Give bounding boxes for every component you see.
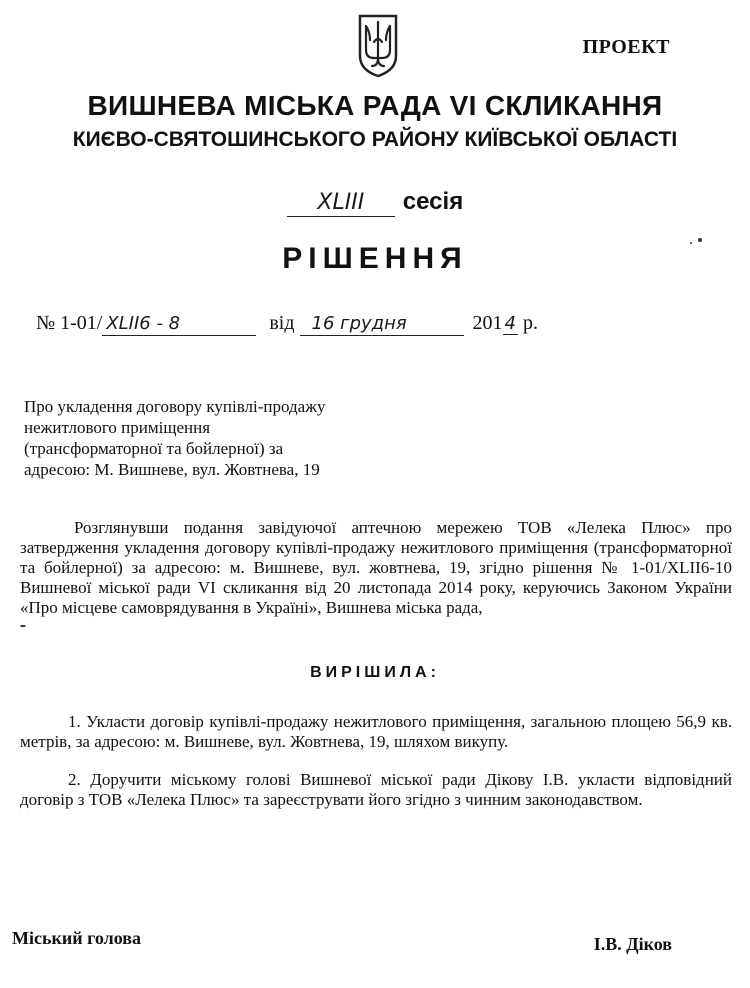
number-prefix: № 1-01/ (36, 312, 103, 334)
document-type: РІШЕННЯ (282, 242, 468, 275)
resolution-item-2: 2. Доручити міському голові Вишневої міської ради Дікову І.В. укласти відповідний договір з ТОВ «Лелека Плюс» та зареєструвати його згідно з чинним законодавством. (20, 770, 732, 809)
session-line (0, 188, 750, 217)
from-label: від (269, 312, 295, 334)
trident-coat-of-arms-icon (356, 12, 400, 78)
decision-date: 16 грудня (300, 313, 464, 336)
subject-line: нежитлового приміщення (24, 418, 211, 437)
scan-speck (698, 238, 702, 242)
signature-name: І.В. Діков (593, 934, 672, 954)
council-title: ВИШНЕВА МІСЬКА РАДА VI СКЛИКАННЯ (87, 90, 663, 121)
resolution-item-1: 1. Укласти договір купівлі-продажу нежитлового приміщення, загальною площею 56,9 кв. метрів, за адресою: м. Вишневе, вул. Жовтнева, 19, шляхом викупу. (20, 712, 732, 751)
preamble-paragraph: Розглянувши подання завідуючої аптечною мережею ТОВ «Лелека Плюс» про затвердження укладення договору купівлі-продажу нежитлового приміщення (трансформаторної та бойлерної) за адресою: м. Вишневе, вул. жовтнева, 19, згідно рішення № 1-01/XLII6-10 Вишневої міської ради VI скликання від 20 листопада 2014 року, керуючись Законом України «Про місцеве самоврядування в Україні», Вишнева міська рада, (20, 518, 732, 617)
draft-mark: ПРОЕКТ (582, 36, 670, 58)
decision-subject (24, 396, 364, 480)
decision-number: XLII6 - 8 (102, 313, 256, 336)
resolved-heading: ВИРІШИЛА: (310, 664, 440, 681)
session-number: XLIII (287, 190, 395, 217)
year-digit: 4 (504, 313, 516, 334)
signature-position: Міський голова (12, 928, 141, 948)
subject-line: адресою: М. Вишневе, вул. Жовтнева, 19 (24, 460, 320, 479)
year-prefix: 201 (472, 312, 503, 334)
session-label: сесія (402, 188, 464, 215)
scan-speck (20, 625, 26, 627)
subject-line: (трансформаторної та бойлерної) за (24, 439, 284, 458)
decision-number-line (36, 312, 538, 336)
year-suffix: р. (522, 312, 538, 334)
subject-line: Про укладення договору купівлі-продажу (24, 397, 326, 416)
district-title: КИЄВО-СВЯТОШИНСЬКОГО РАЙОНУ КИЇВСЬКОЇ ОБЛАСТІ (72, 128, 678, 151)
scan-speck (690, 242, 692, 244)
